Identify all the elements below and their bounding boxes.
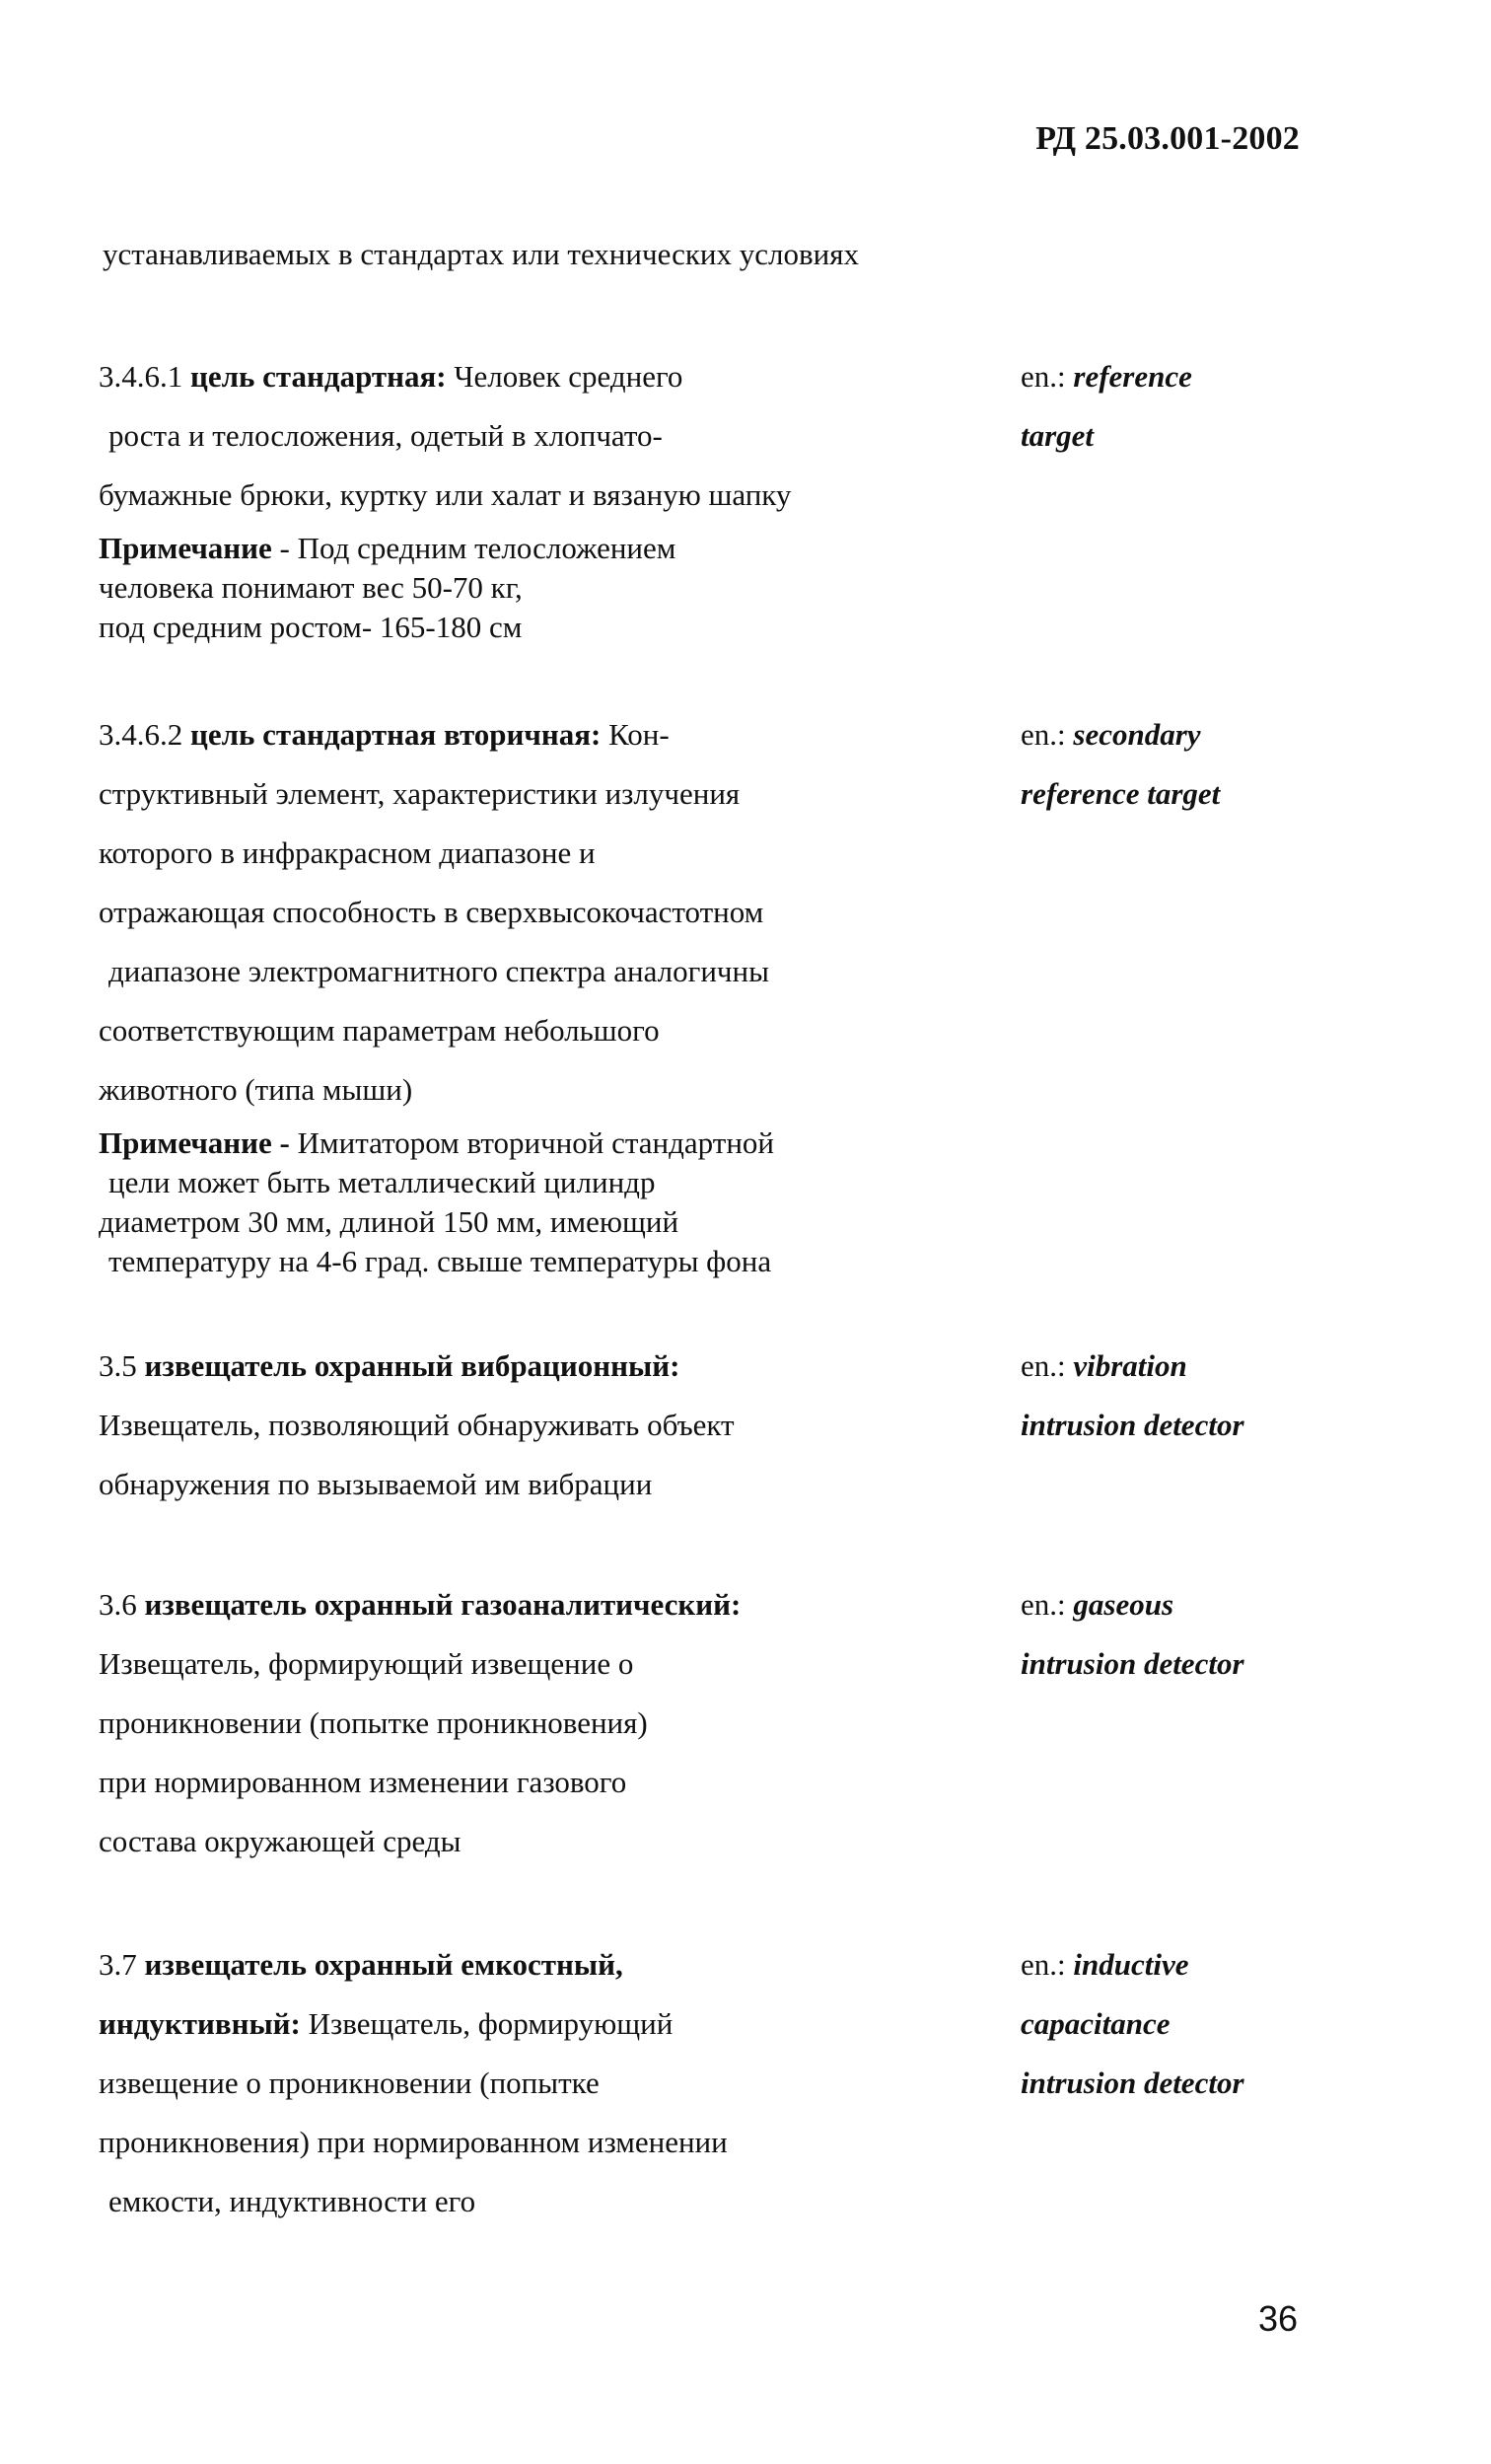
entry-line: Извещатель, формирующий извещение о (99, 1646, 634, 1681)
en-term-line: intrusion detector (1021, 1646, 1244, 1681)
entry-line: состава окружающей среды (99, 1824, 462, 1858)
entry-english-term (1021, 1575, 1244, 1694)
note-line: человека понимают вес 50-70 кг, (99, 570, 523, 605)
en-label: en.: (1021, 1587, 1066, 1622)
entry-note (99, 529, 986, 647)
entry-number: 3.4.6.2 (99, 717, 183, 752)
en-label: en.: (1021, 1947, 1066, 1982)
entry-term: извещатель охранный газоаналитический: (144, 1587, 742, 1622)
note-label: Примечание - (99, 1125, 290, 1160)
en-term-line: capacitance (1021, 2006, 1171, 2041)
note-label: Примечание (99, 531, 272, 565)
note-first-rest: Имитатором вторичной стандартной (289, 1125, 775, 1160)
entry-number: 3.7 (99, 1947, 137, 1982)
note-line: диаметром 30 мм, длиной 150 мм, имеющий (99, 1204, 679, 1239)
entry-number: 3.5 (99, 1348, 137, 1383)
continuation-line: устанавливаемых в стандартах или технических условиях (103, 237, 859, 271)
entry-number: 3.4.6.1 (99, 359, 183, 394)
entry-definition (99, 1935, 986, 2231)
entry-second-rest: Извещатель, формирующий (300, 2006, 674, 2041)
entry-term: извещатель охранный вибрационный: (144, 1348, 680, 1383)
en-term-line: intrusion detector (1021, 1408, 1244, 1442)
en-term-line: target (1021, 418, 1095, 453)
entry-line: бумажные брюки, куртку или халат и вязаную шапку (99, 477, 792, 512)
entry-line: диапазоне электромагнитного спектра аналогичны (108, 954, 769, 988)
entry-definition (99, 347, 986, 647)
entry-line: отражающая способность в сверхвысокочастотном (99, 895, 764, 929)
entry-line: животного (типа мыши) (99, 1072, 413, 1107)
entry-first-rest: Кон- (601, 717, 670, 752)
entry-number: 3.6 (99, 1587, 137, 1622)
entry-definition (99, 705, 986, 1281)
entry-line: структивный элемент, характеристики излучения (99, 776, 741, 811)
document-code-header: РД 25.03.001-2002 (1035, 120, 1300, 157)
entry-english-term (1021, 705, 1220, 824)
entry-first-rest: Человек среднего (446, 359, 683, 394)
entry-definition (99, 1575, 986, 1871)
en-label: en.: (1021, 717, 1066, 752)
entry-line: емкости, индуктивности его (108, 2184, 476, 2218)
entry-english-term (1021, 1935, 1244, 2113)
entry-term: извещатель охранный емкостный, (144, 1947, 623, 1982)
entry-line: Извещатель, позволяющий обнаруживать объект (99, 1408, 735, 1442)
en-term-line: reference (1073, 359, 1192, 394)
en-term-line: intrusion detector (1021, 2065, 1244, 2100)
en-label: en.: (1021, 1348, 1066, 1383)
entry-line: которого в инфракрасном диапазоне и (99, 835, 596, 870)
en-term-line: reference target (1021, 776, 1221, 811)
entry-line: роста и телосложения, одетый в хлопчато- (108, 418, 663, 453)
entry-line: извещение о проникновении (попытке (99, 2065, 600, 2100)
note-line: цели может быть металлический цилиндр (108, 1165, 656, 1199)
note-line: температуру на 4-6 град. свыше температуры фона (108, 1244, 772, 1278)
en-term-line: gaseous (1073, 1587, 1174, 1622)
note-line: под средним ростом- 165-180 см (99, 610, 523, 644)
page-number: 36 (1257, 2298, 1298, 2339)
entry-definition (99, 1337, 986, 1514)
en-label: en.: (1021, 359, 1066, 394)
entry-line: обнаружения по вызываемой им вибрации (99, 1467, 653, 1501)
note-first-rest: - Под средним телосложением (271, 531, 676, 565)
entry-term-continued: индуктивный: (99, 2006, 301, 2041)
entry-first-line (99, 347, 986, 406)
en-term-line: inductive (1073, 1947, 1189, 1982)
entry-english-term (1021, 347, 1192, 466)
entry-term: цель стандартная вторичная: (190, 717, 602, 752)
entry-note (99, 1123, 986, 1281)
entry-english-term (1021, 1337, 1244, 1455)
en-term-line: secondary (1073, 717, 1201, 752)
en-term-line: vibration (1073, 1348, 1187, 1383)
entry-line: при нормированном изменении газового (99, 1765, 627, 1799)
entry-line: проникновения) при нормированном изменении (99, 2125, 728, 2159)
entry-term: цель стандартная: (190, 359, 447, 394)
entry-line: соответствующим параметрам небольшого (99, 1013, 660, 1048)
entry-line: проникновении (попытке проникновения) (99, 1705, 648, 1740)
